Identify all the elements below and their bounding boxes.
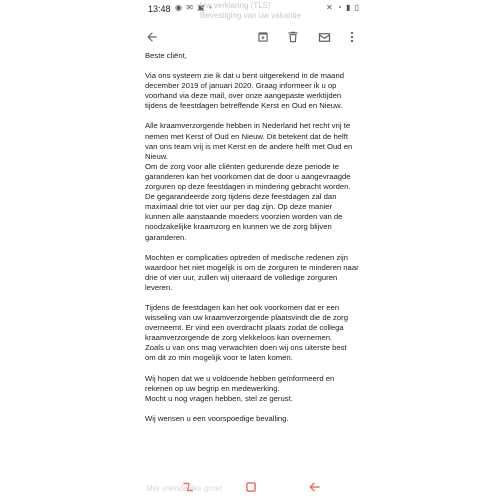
notification-title: Uw verklaring (TLS) bbox=[200, 1, 271, 10]
email-paragraph: Mochten er complicaties optreden of medische redenen zijn waardoor het niet mogelijk is om de zorguren te minderen naar drie of vier uur, zullen wij uiteraard de volledige zorguren leveren. bbox=[145, 252, 359, 292]
email-greeting: Beste cliënt, bbox=[145, 51, 187, 60]
mark-unread-icon[interactable] bbox=[314, 27, 334, 47]
email-body bbox=[145, 51, 359, 434]
home-icon[interactable] bbox=[243, 479, 259, 495]
system-status-icons: ✕ ◔ ▮ ▯ bbox=[325, 3, 360, 12]
email-toolbar bbox=[136, 24, 366, 50]
status-bar bbox=[136, 0, 366, 20]
back-icon[interactable] bbox=[307, 479, 323, 495]
archive-icon[interactable] bbox=[253, 27, 273, 47]
delete-icon[interactable] bbox=[283, 27, 303, 47]
email-paragraph: Tijdens de feestdagen kan het ook voorkomen dat er een wisseling van uw kraamverzorgende plaatsvindt die de zorg overneemt. Er vind een overdracht plaats zodat de collega kraamverzorgende de zorg vlekkeloos kan overnemen. Zoals u van ons mag verwachten doen wij ons uiterste best om dit zo min mogelijk voor te laten komen. bbox=[145, 302, 348, 363]
reply-placeholder[interactable]: Met vriendelijke groet bbox=[146, 484, 223, 493]
email-paragraph: Alle kraamverzorgende hebben in Nederland het recht vrij te nemen met Kerst of Oud en Nieuw. Dit betekent dat de helft van ons team vrij is met Kerst en de andere helft met Oud en Nieuw. Om de zorg voor alle cliënten gedurende deze periode te garanderen kan het voorkomen dat de door u aangevraagde zorguren op deze feestdagen in mindering gebracht worden. De gegarandeerde zorg tijdens deze feestdagen zal dan maximaal drie tot vier uur per dag zijn. Op deze manier kunnen alle aanstaande moeders voorzien worden van de noodzakelijke kraamzorg en kunnen we de zorg blijven garanderen. bbox=[145, 121, 353, 242]
email-paragraph: Via ons systeem zie ik dat u bent uitgerekend in de maand december 2019 of januari 2020. Graag informeer ik u op voorhand via deze mail, over onze aangepaste werktijden tijdens de feestdagen betreffende Kerst en Oud en Nieuw. bbox=[145, 71, 345, 111]
recent-apps-icon[interactable] bbox=[180, 479, 196, 495]
phone-screen bbox=[136, 0, 366, 500]
notification-text: Bevestiging van uw vakantie bbox=[200, 11, 301, 20]
back-arrow-icon[interactable] bbox=[142, 27, 162, 47]
more-options-icon[interactable] bbox=[342, 27, 362, 47]
email-paragraph: Wij hopen dat we u voldoende hebben geïnformeerd en rekenen op uw begrip en medewerking. Mocht u nog vragen hebben, stel ze gerust. bbox=[145, 373, 335, 403]
status-time: 13:48 bbox=[148, 4, 171, 14]
notification-icons: ◉ ✉ ▣ • bbox=[175, 3, 213, 12]
email-paragraph: Wij wensen u een voorspoedige bevalling. bbox=[145, 413, 289, 423]
